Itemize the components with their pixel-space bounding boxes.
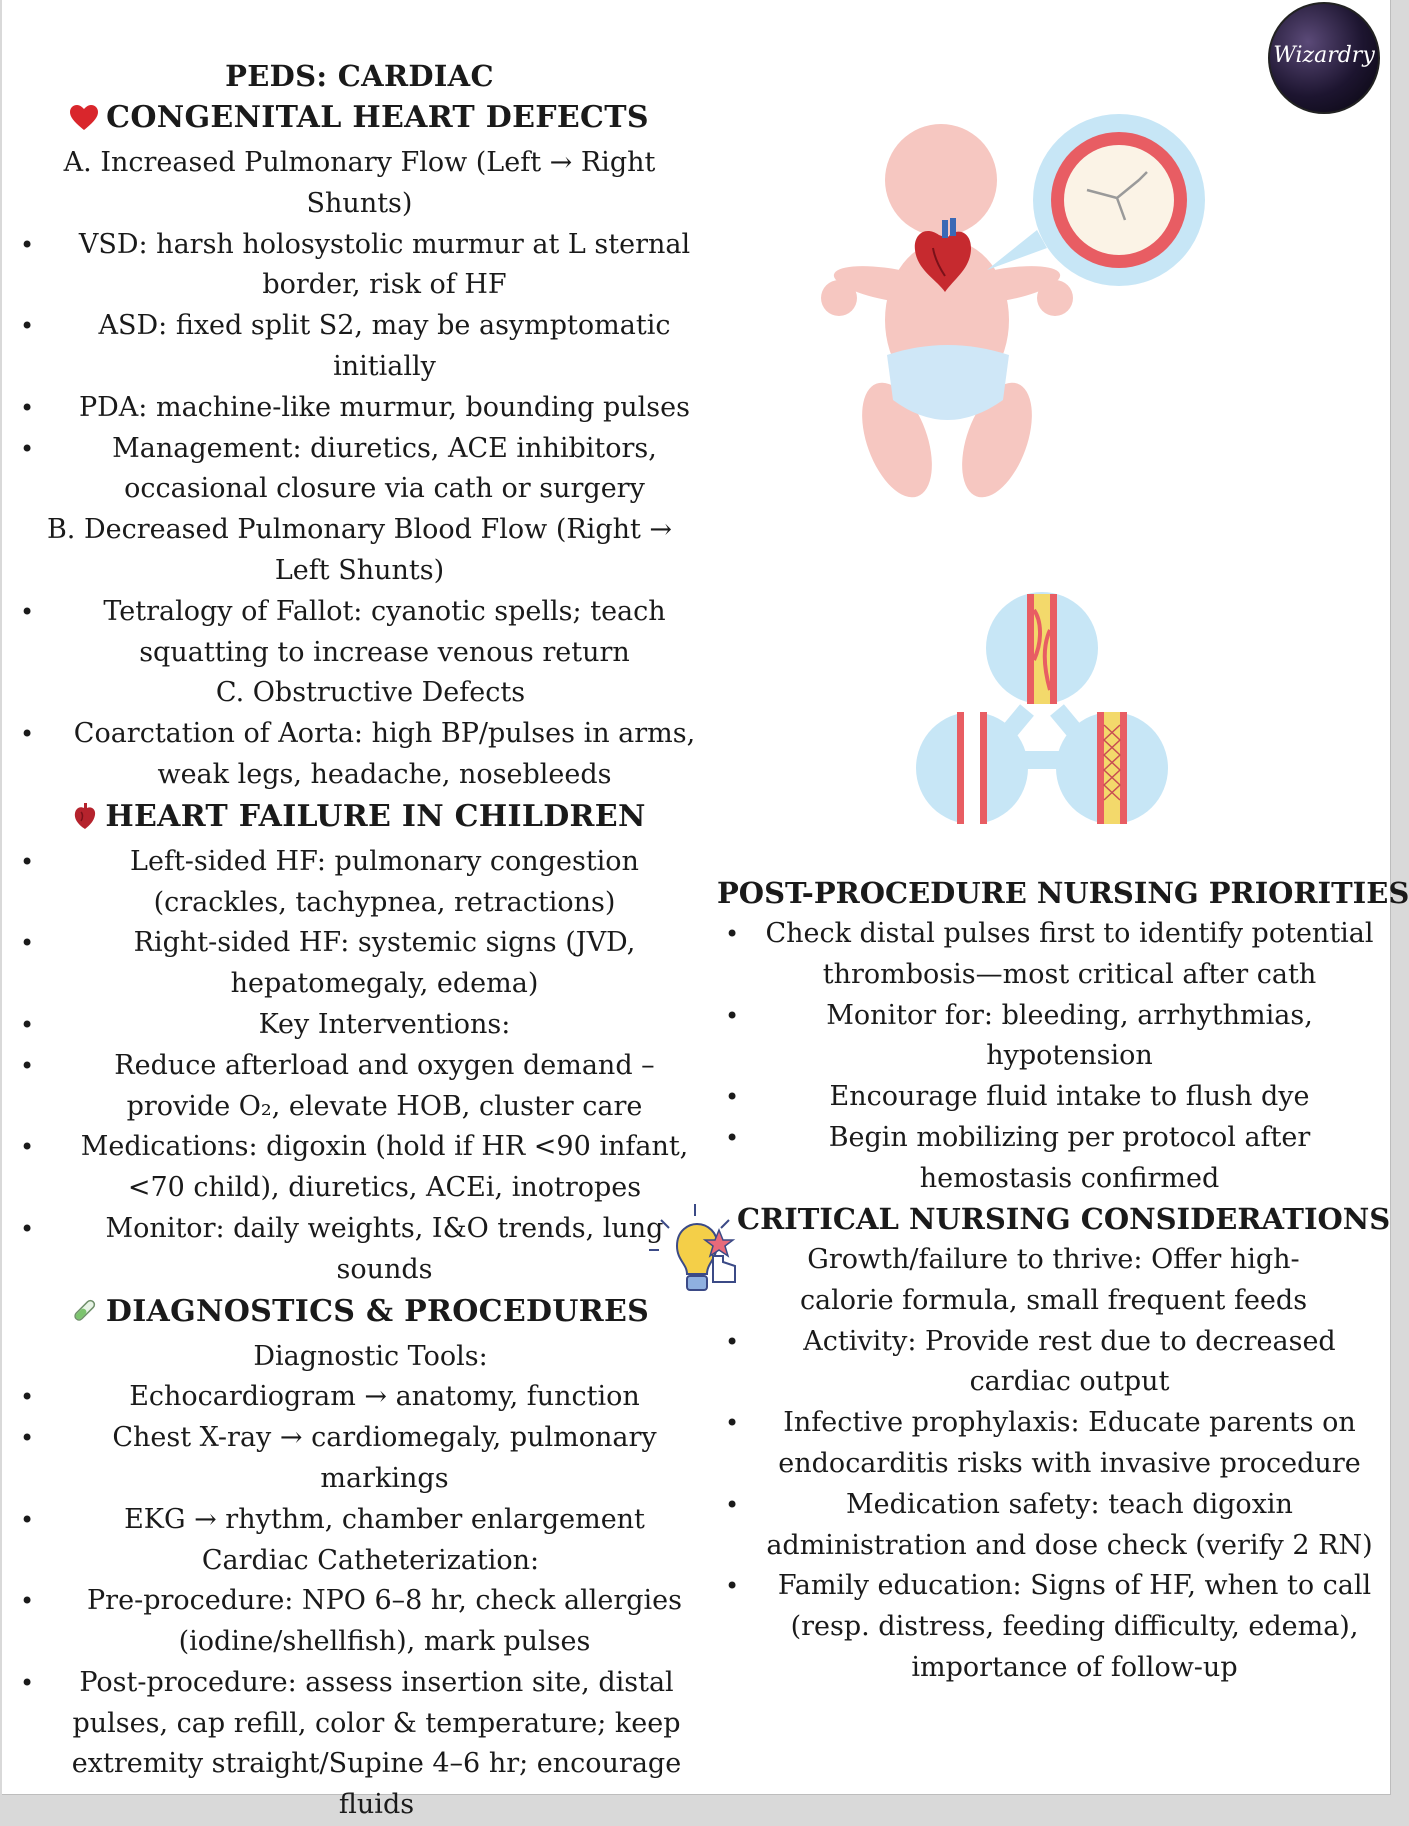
list-item: • Pre-procedure: NPO 6–8 hr, check allergies (iodine/shellfish), mark pulses <box>2 1581 717 1663</box>
critical-first-line: Growth/failure to thrive: Offer high-calorie formula, small frequent feeds <box>799 1244 1308 1316</box>
heart-failure-heading: HEART FAILURE IN CHILDREN <box>2 796 717 842</box>
list-item: • Infective prophylaxis: Educate parents on endocarditis risks with invasive procedure <box>717 1403 1390 1485</box>
list-item: • Medication safety: teach digoxin administration and dose check (verify 2 RN) <box>717 1485 1390 1567</box>
post-procedure-heading: POST-PROCEDURE NURSING PRIORITIES <box>717 876 1409 910</box>
baby-heart-illustration <box>817 120 1217 540</box>
list-item: • Right-sided HF: systemic signs (JVD, hepatomegaly, edema) <box>2 923 717 1005</box>
cath-title: Cardiac Catheterization: <box>201 1544 540 1576</box>
list-item: • Post-procedure: assess insertion site, distal pulses, cap refill, color & temperature; keep extremity straight/Supine 4–6 hr; encourage fluids <box>2 1663 717 1826</box>
logo-icon: Wizardry <box>1268 2 1380 114</box>
anatomical-heart-icon <box>73 800 97 842</box>
heart-icon <box>70 101 98 143</box>
critical-section <box>717 1198 1390 1689</box>
list-item: • Monitor for: bleeding, arrhythmias, hypotension <box>717 996 1390 1078</box>
diagnostics-heading: DIAGNOSTICS & PROCEDURES <box>2 1291 717 1337</box>
right-column <box>717 0 1409 1794</box>
list-item: • ASD: fixed split S2, may be asymptomatic initially <box>2 306 717 388</box>
list-item: • Echocardiogram → anatomy, function <box>2 1377 717 1418</box>
section-a-list <box>2 225 717 511</box>
list-item: • Begin mobilizing per protocol after hemostasis confirmed <box>717 1118 1390 1200</box>
stent-vessels-illustration <box>917 590 1167 830</box>
lightbulb-icon <box>647 1200 747 1310</box>
list-item: • VSD: harsh holosystolic murmur at L sternal border, risk of HF <box>2 225 717 307</box>
list-item: • Check distal pulses first to identify potential thrombosis—most critical after cath <box>717 914 1390 996</box>
list-item: • Encourage fluid intake to flush dye <box>717 1077 1390 1118</box>
list-item: • Management: diuretics, ACE inhibitors, occasional closure via cath or surgery <box>2 429 717 511</box>
congenital-heading: CONGENITAL HEART DEFECTS <box>2 97 717 143</box>
list-item: • EKG → rhythm, chamber enlargement <box>2 1500 717 1541</box>
list-item: • Coarctation of Aorta: high BP/pulses in arms, weak legs, headache, nosebleeds <box>2 714 717 796</box>
post-procedure-section <box>717 872 1409 1200</box>
critical-heading: CRITICAL NURSING CONSIDERATIONS <box>737 1202 1391 1236</box>
list-item: • Reduce afterload and oxygen demand – provide O₂, elevate HOB, cluster care <box>2 1046 717 1128</box>
section-a-title: A. Increased Pulmonary Flow (Left → Right Shunts) <box>63 147 656 219</box>
test-tube-icon <box>70 1295 98 1337</box>
page-title: PEDS: CARDIAC <box>225 59 494 93</box>
list-item: • PDA: machine-like murmur, bounding pulses <box>2 388 717 429</box>
list-item: • Key Interventions: <box>2 1005 717 1046</box>
list-item: • Family education: Signs of HF, when to call (resp. distress, feeding difficulty, edema), importance of follow-up <box>717 1566 1390 1688</box>
page <box>2 0 1409 1821</box>
diagnostic-tools-title: Diagnostic Tools: <box>253 1340 488 1372</box>
left-column <box>2 55 717 1826</box>
list-item: • Activity: Provide rest due to decreased cardiac output <box>717 1322 1390 1404</box>
list-item: • Monitor: daily weights, I&O trends, lung sounds <box>2 1209 717 1291</box>
list-item: • Chest X-ray → cardiomegaly, pulmonary markings <box>2 1418 717 1500</box>
list-item: • Medications: digoxin (hold if HR <90 infant, <70 child), diuretics, ACEi, inotropes <box>2 1127 717 1209</box>
list-item: • Tetralogy of Fallot: cyanotic spells; teach squatting to increase venous return <box>2 592 717 674</box>
section-b-title: B. Decreased Pulmonary Blood Flow (Right → Left Shunts) <box>46 514 673 586</box>
list-item: • Left-sided HF: pulmonary congestion (crackles, tachypnea, retractions) <box>2 842 717 924</box>
section-c-title: C. Obstructive Defects <box>215 677 526 709</box>
